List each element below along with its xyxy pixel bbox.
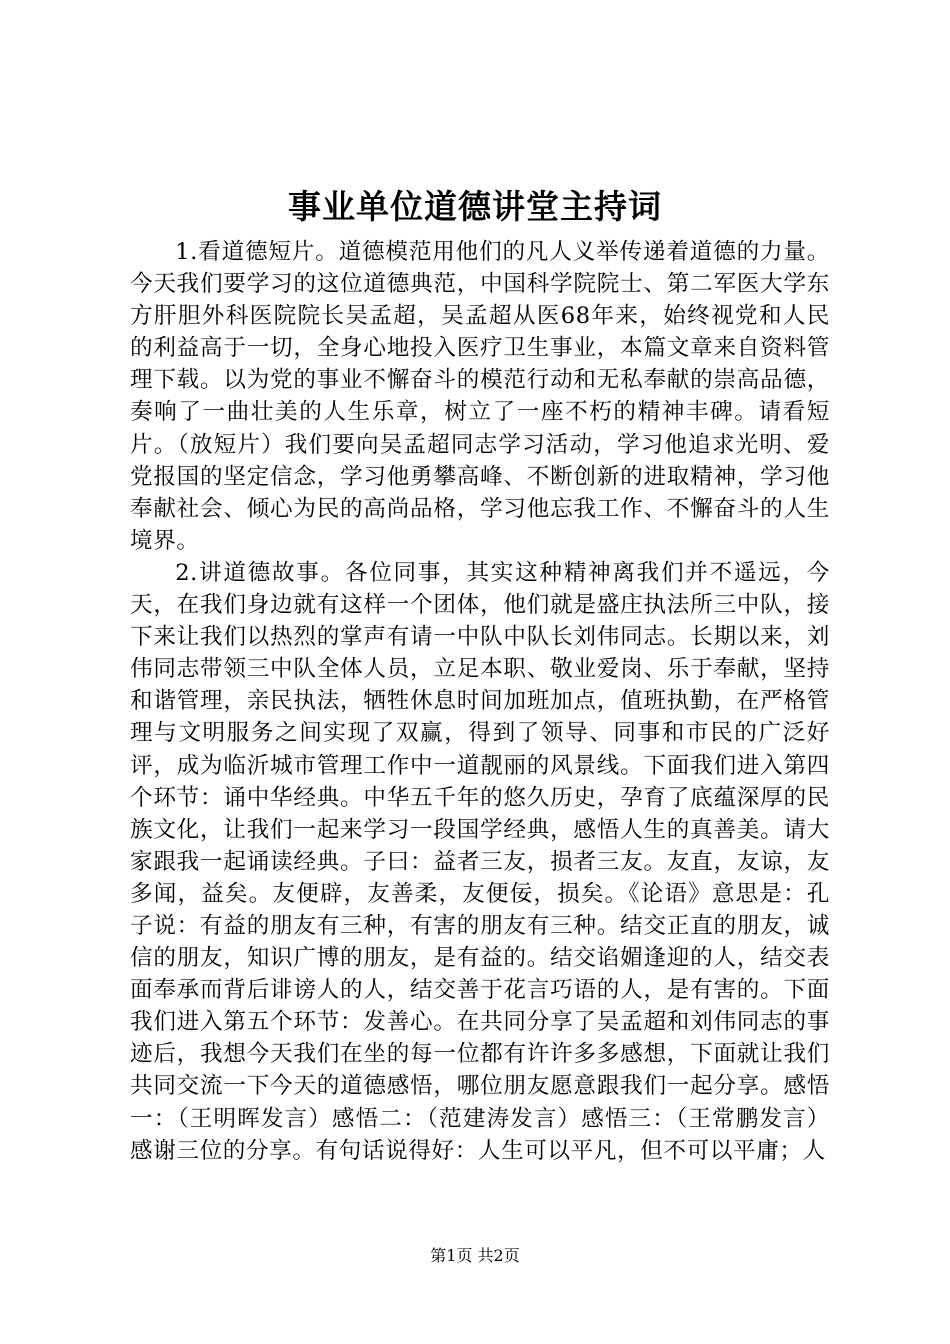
page-footer: 第1页 共2页 (430, 1246, 520, 1265)
paragraph-2: 2.讲道德故事。各位同事，其实这种精神离我们并不遥远，今天，在我们身边就有这样一个团体，他们就是盛庄执法所三中队，接下来让我们以热烈的掌声有请一中队中队长刘伟同志。长期以来，刘伟同志带领三中队全体人员，立足本职、敬业爱岗、乐于奉献，坚持和谐管理，亲民执法，牺牲休息时间加班加点，值班执勤，在严格管理与文明服务之间实现了双赢，得到了领导、同事和市民的广泛好评，成为临沂城市管理工作中一道靓丽的风景线。下面我们进入第四个环节：诵中华经典。中华五千年的悠久历史，孕育了底蕴深厚的民族文化，让我们一起来学习一段国学经典，感悟人生的真善美。请大家跟我一起诵读经典。子曰：益者三友，损者三友。友直，友谅，友多闻，益矣。友便辟，友善柔，友便佞，损矣。《论语》意思是：孔子说：有益的朋友有三种，有害的朋友有三种。结交正直的朋友，诚信的朋友，知识广博的朋友，是有益的。结交谄媚逢迎的人，结交表面奉承而背后诽谤人的人，结交善于花言巧语的人，是有害的。下面我们进入第五个环节：发善心。在共同分享了吴孟超和刘伟同志的事迹后，我想今天我们在坐的每一位都有许许多多感想，下面就让我们共同交流一下今天的道德感悟，哪位朋友愿意跟我们一起分享。感悟一：（王明晖发言）感悟二：（范建涛发言）感悟三：（王常鹏发言）感谢三位的分享。有句话说得好：人生可以平凡，但不可以平庸；人 (130, 559, 830, 1164)
document-body (130, 236, 830, 1167)
paragraph-1: 1.看道德短片。道德模范用他们的凡人义举传递着道德的力量。今天我们要学习的这位道德典范，中国科学院院士、第二军医大学东方肝胆外科医院院长吴孟超，吴孟超从医68年来，始终视党和人民的利益高于一切，全身心地投入医疗卫生事业，本篇文章来自资料管理下载。以为党的事业不懈奋斗的模范行动和无私奉献的崇高品德，奏响了一曲壮美的人生乐章，树立了一座不朽的精神丰碑。请看短片。（放短片）我们要向吴孟超同志学习活动，学习他追求光明、爱党报国的坚定信念，学习他勇攀高峰、不断创新的进取精神，学习他奉献社会、倾心为民的高尚品格，学习他忘我工作、不懈奋斗的人生境界。 (130, 239, 830, 554)
document-title: 事业单位道德讲堂主持词 (288, 187, 662, 226)
